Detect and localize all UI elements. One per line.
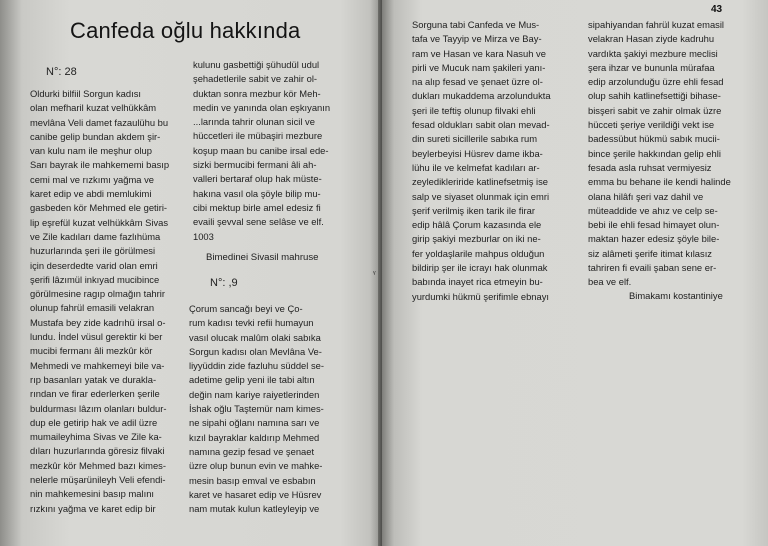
text-line: siz alâmeti şerife itimat kılasız (588, 247, 712, 259)
text-line: maktan hazer edesiz şöyle bile- (588, 233, 720, 245)
text-line: tahriren fi evaili şaban sene er- (588, 262, 717, 274)
text-line: adetime gelip yeni ile tabi altın (189, 374, 315, 386)
text-line: zeyledikleriride katlinefsetmiş ise (412, 176, 548, 188)
text-line: Oldurki bilfiil Sorgun kadısı (30, 88, 141, 99)
text-line: müteaddide ve ahız ve celp se- (588, 204, 718, 216)
text-line: salp ve siyaset olunmak için emri (412, 190, 550, 202)
text-line: evaili şevval sene selâse ve elf. (193, 216, 324, 228)
text-line: fesad oldukları sabit olan mevad- (412, 119, 550, 131)
text-line: şerifi lâzımül inkıyad mucibince (30, 273, 160, 285)
page-title: Canfeda oğlu hakkında (70, 18, 301, 43)
text-line: fer yoldaşlarile mahpus olduğun (412, 247, 545, 259)
text-line: lip eşrefül kuzat velhükkâm Sivas (30, 216, 169, 228)
page-number: 43 (711, 4, 723, 15)
signature-line: Bimakamı kostantiniye (629, 290, 723, 301)
text-line: lühu ile ve kelmefat kadıları ar- (412, 161, 540, 173)
text-line: mezkûr kör Mehmed bazı kimes- (30, 459, 166, 471)
text-line: bebi ile ehli fesad himayet olun- (588, 219, 720, 231)
text-line: ve Zile kadıları dame fazlıhüma (30, 230, 161, 242)
text-line: dıları huzurlarında göresiz filvaki (30, 445, 165, 457)
text-line: nelerle müşarünileyh Veli efendi- (30, 474, 166, 486)
text-line: mumaileyhima Sivas ve Zile ka- (30, 431, 162, 443)
text-line: vasıl olucak malûm olaki sabıka (189, 331, 321, 343)
text-line: Mehmedi ve mahkemeyi bile va- (30, 359, 165, 371)
text-line: bisşeri sabit ve zahir olmak üzre (588, 104, 722, 116)
text-line: beylerbeyisi Hüsrev dame ikba- (412, 147, 543, 159)
document-number: N°: ,9 (210, 277, 238, 289)
text-line: Sarı bayrak ile mahkememi basıp (30, 159, 170, 171)
page-speck: ᵞ (373, 269, 376, 278)
text-line: buldurması lâzım olanları buldur- (30, 402, 167, 414)
text-line: van kulu nam ile meşhur olup (30, 145, 152, 157)
text-line: şehadetlerile sabit ve zahir ol- (193, 73, 318, 85)
text-line: olunup fahrül emasili velakran (30, 302, 155, 314)
text-line: na alıp fesad ve şenaet üzre ol- (412, 76, 543, 88)
text-line: cemi mal ve rızkımı yağma ve (30, 173, 154, 185)
text-line: tafa ve Tayyip ve Mirza ve Bay- (412, 33, 542, 45)
text-line: kızıl bayraklar kaldırıp Mehmed (189, 431, 320, 443)
text-line: badessübut hükmü sabık mucii- (588, 133, 720, 145)
text-line: ne sipahi oğlanı namına sarı ve (189, 417, 320, 429)
text-line: vardıkta şakiyi mezbure meclisi (588, 47, 718, 59)
text-line: gasbeden kör Mehmed ele getiri- (30, 202, 168, 214)
document-number: N°: 28 (46, 66, 77, 78)
text-line: rum kadısı tevki refii humayun (189, 317, 314, 329)
text-line: şerif verilmiş iken tarik ile firar (412, 204, 535, 216)
text-line: Mustafa bey zide kadrıhü irsal o- (30, 316, 166, 328)
text-line: görülmesine ragıp olmağın tahrir (30, 288, 165, 300)
text-line: bince şerile hakkından gelip ehli (588, 147, 721, 159)
text-line: liyyüddin zide fazluhu süddel se- (189, 360, 324, 372)
text-line: dukları mukaddema arzolundukta (412, 90, 551, 102)
text-line: olup sahih katlinefsettiği bihase- (588, 90, 721, 102)
text-line: İshak oğlu Taştemür nam kimes- (189, 403, 324, 415)
text-line: hakına vasıl ola şöyle bilip mu- (193, 187, 321, 199)
text-line: için deserdedte varid olan emri (30, 259, 158, 271)
text-line: mucibi fermanı âli mezkûr kör (30, 345, 153, 357)
left-page (0, 0, 382, 546)
text-line: lundu. İndel vüsul gerektir ki ber (30, 331, 163, 343)
text-line: bea ve elf. (588, 276, 632, 288)
text-line: rıp basanları yatak ve durakla- (30, 373, 157, 385)
text-line: edip arzolunduğu üzre ehli fesad (588, 76, 724, 88)
text-line: karet ve hasaret edip ve Hüsrev (189, 488, 322, 500)
text-line: Sorguna tabi Canfeda ve Mus- (412, 19, 540, 30)
text-line: valleri bertaraf olup hak müste- (193, 173, 322, 185)
text-line: mevlâna Veli damet fazaulühu bu (30, 116, 169, 128)
text-line: rından ve firar ederlerken şerile (30, 388, 160, 400)
text-line: fesada asla ruhsat vermiyesiz (588, 161, 712, 173)
text-line: karet edip ve abdi memlukimi (30, 188, 152, 200)
text-line: medin ve yanında olan eşkıyanın (193, 101, 331, 113)
text-line: hüccetleri ile mübaşiri mezbure (193, 130, 323, 142)
text-line: cibi mektup birle amel edesiz fi (193, 201, 321, 213)
text-line: rızkını yağma ve karet edip bir (30, 502, 156, 514)
text-line: canibe gelip bundan akdem şir- (30, 130, 161, 142)
text-line: velakran Hasan ziyde kadruhu (588, 33, 715, 45)
text-line: üzre olup bunun evin ve mahke- (189, 460, 323, 472)
document-body-column (30, 87, 170, 516)
text-line: şeri ile teftiş olunup filvaki ehli (412, 104, 536, 116)
text-line: huzurlarında şeri ile görülmesi (30, 245, 156, 257)
text-line: ram ve Hasan ve kara Nasuh ve (412, 47, 546, 59)
text-line: olan mefharil kuzat velhükkâm (30, 102, 157, 114)
text-line: olana hilâfı şeri vaz dahil ve (588, 190, 704, 202)
text-line: kulunu gasbettiği şühudül udul (193, 59, 320, 70)
text-line: namına gezip fesad ve şenaet (189, 445, 315, 457)
text-line: nam mutak kulun katleyleyip ve (189, 503, 320, 515)
text-line: değin nam kariye raiyetlerinden (189, 388, 320, 400)
text-line: sizki bermucibi fermani âli ah- (193, 159, 317, 171)
text-line: pirli ve Mucuk nam şakileri yanı- (412, 61, 546, 73)
text-line: bildirip şer ile icrayı hak olunmak (412, 262, 548, 274)
text-line: şera ihzar ve bununla mürafaa (588, 61, 715, 73)
text-line: yurdumki hükmü şerifimle ebnayı (412, 290, 550, 302)
text-line: koşup maan bu canibe irsal ede- (193, 144, 329, 156)
text-line: sipahiyandan fahrül kuzat emasil (588, 19, 725, 30)
document-body-column (193, 58, 348, 244)
text-line: dup ele getirip hak ve adil üzre (30, 416, 158, 428)
text-line: hücceti şeriye verildiği vekt ise (588, 119, 715, 131)
text-line: Sorgun kadısı olan Mevlâna Ve- (189, 345, 322, 357)
document-body-column (412, 18, 567, 304)
text-line: babında inayet rica etmeyin bu- (412, 276, 543, 288)
text-line: nin mahkemesini basıp malını (30, 488, 155, 500)
text-line: mesin basıp emval ve esbabın (189, 474, 316, 486)
text-line: emma bu behane ile kendi halinde (588, 176, 731, 188)
salutation-line: Bimedinei Sivasil mahruse (206, 252, 319, 263)
text-line: Çorum sancağı beyi ve Ço- (189, 303, 303, 314)
document-body-column (189, 302, 347, 516)
text-line: ...larında tahrir olunan sicil ve (193, 116, 315, 128)
text-line: edip hâlâ Çorum kazasında ele (412, 219, 542, 231)
text-line: din sureti sicillerile sabıka rum (412, 133, 538, 145)
text-line: duktan sonra mezbur kör Meh- (193, 87, 321, 99)
text-line: girip şakiyi mezburlar on iki ne- (412, 233, 541, 245)
text-line: 1003 (193, 230, 214, 242)
right-page (382, 0, 768, 546)
document-body-column (588, 18, 743, 290)
